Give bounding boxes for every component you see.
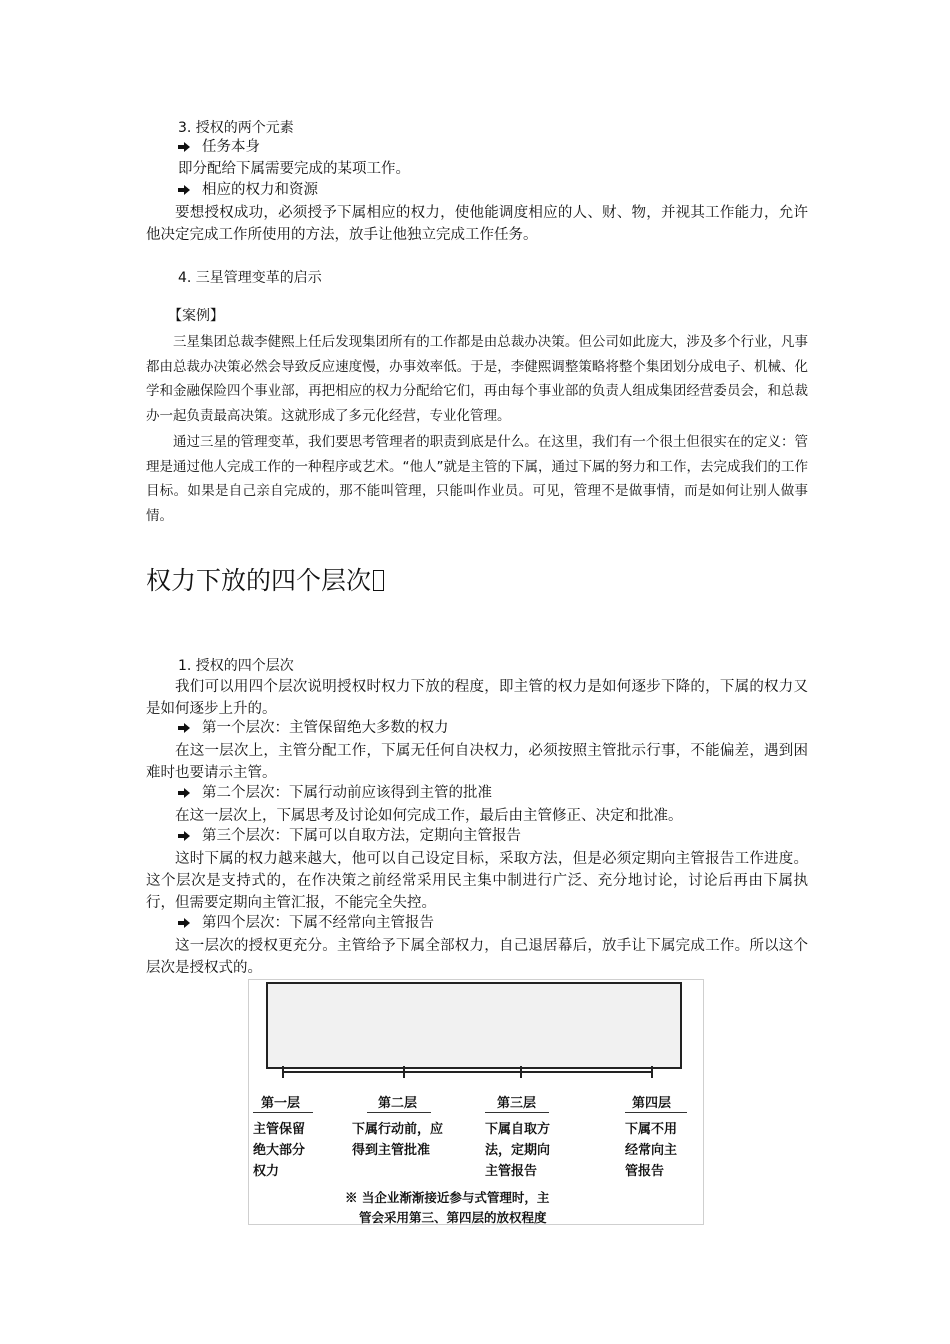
page-title — [146, 564, 384, 598]
figure-level-rule — [625, 1112, 687, 1113]
case-paragraph-1: 三星集团总裁李健熙上任后发现集团所有的工作都是由总裁办决策。但公司如此庞大，涉及多个行业，凡事都由总裁办决策必然会导致反应速度慢，办事效率低。于是，李健熙调整策略将整个集团划分成电子、机械、化学和金融保险四个事业部，再把相应的权力分配给它们，再由每个事业部的负责人组成集团经营委员会，和总裁办一起负责最高决策。这就形成了多元化经营，专业化管理。 — [146, 334, 808, 424]
figure-level-4-desc — [625, 1119, 677, 1182]
missing-glyph-icon — [373, 570, 384, 591]
task-description: 即分配给下属需要完成的某项工作。 — [178, 161, 410, 177]
desc-line: 主管保留 — [253, 1122, 306, 1137]
level-3-title — [178, 826, 840, 847]
desc-line: 管报告 — [625, 1164, 665, 1179]
figure-level-1-desc — [253, 1119, 305, 1182]
case-label: 【案例】 — [168, 308, 224, 324]
bullet-item-power — [178, 180, 840, 201]
section-1-heading: 1. 授权的四个层次 — [178, 658, 294, 674]
desc-line: 得到主管批准 — [352, 1143, 431, 1158]
power-description: 要想授权成功，必须授予下属相应的权力，使他能调度相应的人、财、物，并视其工作能力，允许他决定完成工作所使用的方法，放手让他独立完成工作任务。 — [146, 205, 808, 243]
figure-level-3-desc — [485, 1119, 550, 1182]
desc-line: 下属行动前，应 — [352, 1122, 444, 1137]
delegation-levels-figure — [248, 979, 704, 1225]
desc-line: 经常向主 — [625, 1143, 678, 1158]
level-2-title-text: 第二个层次：下属行动前应该得到主管的批准 — [202, 785, 492, 801]
section-3-heading: 3. 授权的两个元素 — [178, 120, 294, 136]
figure-level-rule — [485, 1112, 549, 1113]
figure-level-3-title: 第三层 — [497, 1096, 537, 1111]
axis-tick — [520, 1066, 522, 1078]
desc-line: 下属自取方 — [485, 1122, 551, 1137]
right-arrow-icon — [178, 185, 190, 195]
figure-level-rule — [253, 1112, 313, 1113]
desc-line: 绝大部分 — [253, 1143, 306, 1158]
axis-tick — [651, 1066, 653, 1078]
right-arrow-icon — [178, 831, 190, 841]
figure-level-rule — [367, 1112, 431, 1113]
level-3-title-text: 第三个层次：下属可以自取方法，定期向主管报告 — [202, 828, 521, 844]
level-2-description: 在这一层次上，下属思考及讨论如何完成工作，最后由主管修正、决定和批准。 — [175, 808, 683, 824]
desc-line: 主管报告 — [485, 1164, 538, 1179]
note-line-2: 管会采用第三、第四层的放权程度 — [359, 1210, 547, 1225]
figure-level-1-title: 第一层 — [261, 1096, 301, 1111]
level-1-title-text: 第一个层次：主管保留绝大多数的权力 — [202, 720, 449, 736]
bullet-item-task — [178, 137, 840, 158]
bullet-text: 相应的权力和资源 — [202, 182, 318, 198]
figure-gradient-box — [266, 982, 682, 1069]
level-2-title — [178, 783, 840, 804]
level-4-title-text: 第四个层次：下属不经常向主管报告 — [202, 915, 434, 931]
bullet-text: 任务本身 — [202, 139, 260, 155]
level-3-description: 这时下属的权力越来越大，他可以自己设定目标，采取方法，但是必须定期向主管报告工作进度。这个层次是支持式的，在作决策之前经常采用民主集中制进行广泛、充分地讨论，讨论后再由下属执行，但需要定期向主管汇报，不能完全失控。 — [146, 851, 808, 911]
level-1-title — [178, 718, 840, 739]
right-arrow-icon — [178, 142, 190, 152]
figure-level-2-desc — [352, 1119, 443, 1161]
axis-tick — [282, 1066, 284, 1078]
levels-intro: 我们可以用四个层次说明授权时权力下放的程度，即主管的权力是如何逐步下降的，下属的权力又是如何逐步上升的。 — [146, 679, 808, 717]
right-arrow-icon — [178, 918, 190, 928]
level-1-description: 在这一层次上，主管分配工作，下属无任何自决权力，必须按照主管批示行事，不能偏差，遇到困难时也要请示主管。 — [146, 743, 808, 781]
level-4-title — [178, 913, 840, 934]
axis-tick — [403, 1066, 405, 1078]
level-4-description: 这一层次的授权更充分。主管给予下属全部权力，自己退居幕后，放手让下属完成工作。所以这个层次是授权式的。 — [146, 938, 808, 976]
figure-level-4-title: 第四层 — [632, 1096, 672, 1111]
figure-note — [345, 1188, 549, 1228]
right-arrow-icon — [178, 723, 190, 733]
note-line-1: ※ 当企业渐渐接近参与式管理时，主 — [345, 1190, 550, 1205]
desc-line: 下属不用 — [625, 1122, 678, 1137]
right-arrow-icon — [178, 788, 190, 798]
figure-level-2-title: 第二层 — [378, 1096, 418, 1111]
section-4-heading: 4. 三星管理变革的启示 — [178, 270, 322, 286]
page-title-text: 权力下放的四个层次 — [146, 566, 372, 595]
desc-line: 权力 — [253, 1164, 280, 1179]
desc-line: 法，定期向 — [485, 1143, 551, 1158]
figure-axis-line — [283, 1071, 651, 1073]
case-paragraph-2: 通过三星的管理变革，我们要思考管理者的职责到底是什么。在这里，我们有一个很土但很实在的定义：管理是通过他人完成工作的一种程序或艺术。“他人”就是主管的下属，通过下属的努力和工作，去完成我们的工作目标。如果是自己亲自完成的，那不能叫管理，只能叫作业员。可见，管理不是做事情，而是如何让别人做事情。 — [146, 434, 808, 524]
